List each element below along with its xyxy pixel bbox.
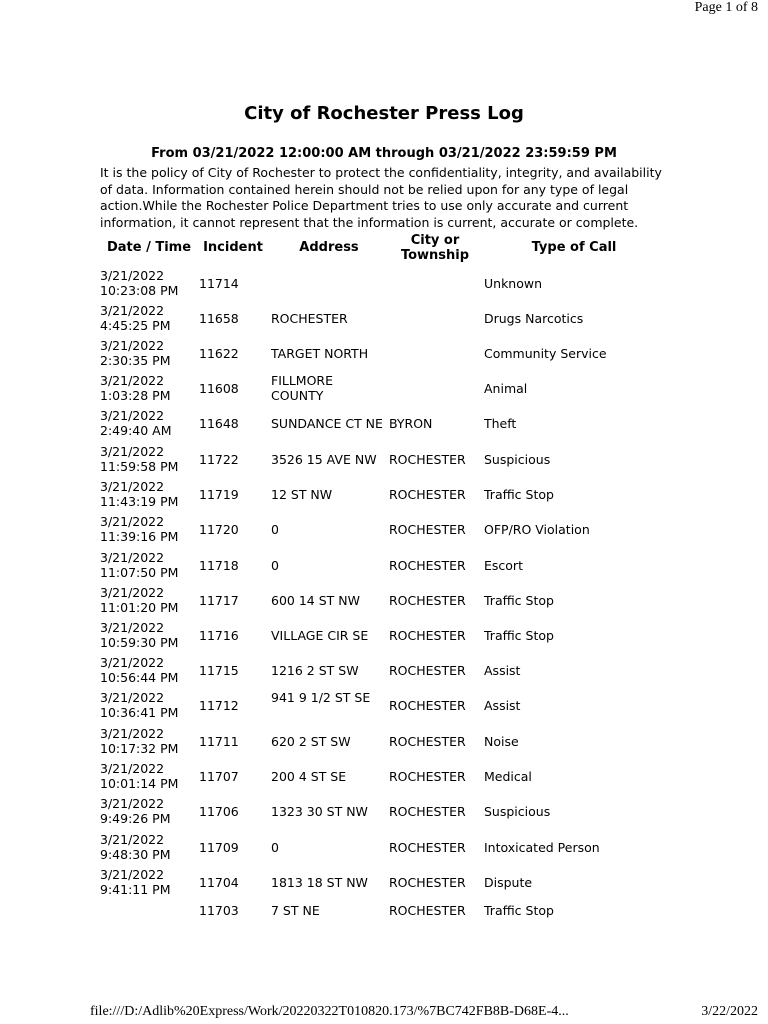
row-incident: 11703	[199, 903, 239, 918]
row-address: 12 ST NW	[271, 487, 333, 502]
row-time: 4:45:25 PM	[100, 318, 171, 333]
row-date: 3/21/2022	[100, 655, 165, 670]
row-incident: 11712	[199, 698, 239, 713]
row-incident: 11709	[199, 840, 239, 855]
row-address: 0	[271, 558, 279, 573]
row-time: 10:36:41 PM	[100, 705, 179, 720]
row-date: 3/21/2022	[100, 550, 165, 565]
row-incident: 11648	[199, 416, 239, 431]
row-date-time	[100, 832, 198, 862]
row-date: 3/21/2022	[100, 796, 165, 811]
row-date-time	[100, 726, 198, 756]
row-time: 11:39:16 PM	[100, 529, 179, 544]
row-date-time	[100, 620, 198, 650]
row-date: 3/21/2022	[100, 408, 165, 423]
row-type-of-call: Traffic Stop	[484, 903, 554, 918]
row-city: ROCHESTER	[389, 663, 466, 678]
row-address: FILLMORE COUNTY	[271, 373, 334, 403]
row-incident: 11715	[199, 663, 239, 678]
row-date: 3/21/2022	[100, 761, 165, 776]
row-date: 3/21/2022	[100, 514, 165, 529]
row-incident: 11716	[199, 628, 239, 643]
date-range: From 03/21/2022 12:00:00 AM through 03/21/2022 23:59:59 PM	[151, 146, 617, 161]
row-time: 11:43:19 PM	[100, 494, 179, 509]
row-city: ROCHESTER	[389, 558, 466, 573]
page-number: Page 1 of 8	[694, 0, 758, 15]
row-date-time	[100, 690, 198, 720]
row-incident: 11717	[199, 593, 239, 608]
row-time: 10:56:44 PM	[100, 670, 179, 685]
row-time: 11:59:58 PM	[100, 459, 179, 474]
row-date: 3/21/2022	[100, 338, 165, 353]
header-address: Address	[299, 240, 359, 255]
row-time: 2:49:40 AM	[100, 423, 172, 438]
row-type-of-call: Intoxicated Person	[484, 840, 600, 855]
row-address: 600 14 ST NW	[271, 593, 360, 608]
disclaimer-text: It is the policy of City of Rochester to protect the confidentiality, integrity, and availability of data. Information contained herein should not be relied upon for any type of legal action.While the Rochester Police Department tries to use only accurate and current information, it cannot represent that the information is current, accurate or complete.	[100, 165, 662, 230]
row-date-time	[100, 796, 198, 826]
footer-date: 3/22/2022	[701, 1004, 758, 1019]
footer-file-path: file:///D:/Adlib%20Express/Work/20220322T010820.173/%7BC742FB8B-D68E-4...	[90, 1004, 569, 1019]
header-city-line2: Township	[400, 248, 470, 263]
row-address: 0	[271, 840, 279, 855]
page-title: City of Rochester Press Log	[244, 103, 524, 124]
row-type-of-call: Noise	[484, 734, 519, 749]
row-city: ROCHESTER	[389, 903, 466, 918]
row-type-of-call: Escort	[484, 558, 523, 573]
row-type-of-call: Suspicious	[484, 804, 551, 819]
row-date-time	[100, 338, 198, 368]
row-type-of-call: Suspicious	[484, 452, 551, 467]
row-incident: 11704	[199, 875, 239, 890]
row-type-of-call: Assist	[484, 698, 521, 713]
row-address: VILLAGE CIR SE	[271, 628, 369, 643]
row-date: 3/21/2022	[100, 479, 165, 494]
row-time: 11:07:50 PM	[100, 565, 179, 580]
row-type-of-call: Assist	[484, 663, 521, 678]
row-address: TARGET NORTH	[271, 346, 369, 361]
row-city: ROCHESTER	[389, 875, 466, 890]
row-date: 3/21/2022	[100, 585, 165, 600]
row-date: 3/21/2022	[100, 373, 165, 388]
row-type-of-call: Medical	[484, 769, 532, 784]
row-address: 7 ST NE	[271, 903, 320, 918]
row-incident: 11714	[199, 276, 239, 291]
row-incident: 11722	[199, 452, 239, 467]
row-city: ROCHESTER	[389, 522, 466, 537]
row-incident: 11608	[199, 381, 239, 396]
row-type-of-call: Traffic Stop	[484, 487, 554, 502]
row-type-of-call: Dispute	[484, 875, 533, 890]
row-incident: 11658	[199, 311, 239, 326]
row-date: 3/21/2022	[100, 726, 165, 741]
row-date: 3/21/2022	[100, 303, 165, 318]
row-date-time	[100, 585, 198, 615]
row-date: 3/21/2022	[100, 832, 165, 847]
row-date-time	[100, 268, 198, 298]
row-date-time	[100, 303, 198, 333]
header-incident: Incident	[203, 240, 263, 255]
row-time: 2:30:35 PM	[100, 353, 171, 368]
row-city: ROCHESTER	[389, 628, 466, 643]
row-address: ROCHESTER	[271, 311, 348, 326]
row-time: 9:48:30 PM	[100, 847, 171, 862]
row-date: 3/21/2022	[100, 867, 165, 882]
row-address: 3526 15 AVE NW	[271, 452, 377, 467]
row-address: 200 4 ST SE	[271, 769, 347, 784]
row-date-time	[100, 444, 198, 474]
row-incident: 11720	[199, 522, 239, 537]
row-incident: 11718	[199, 558, 239, 573]
row-time: 9:49:26 PM	[100, 811, 171, 826]
row-city: ROCHESTER	[389, 769, 466, 784]
row-city: ROCHESTER	[389, 698, 466, 713]
row-time: 10:01:14 PM	[100, 776, 179, 791]
row-date-time	[100, 373, 198, 403]
row-time: 9:41:11 PM	[100, 882, 171, 897]
row-city: BYRON	[389, 416, 433, 431]
row-date-time	[100, 655, 198, 685]
row-address: 0	[271, 522, 279, 537]
row-type-of-call: Traffic Stop	[484, 593, 554, 608]
row-date-time	[100, 408, 198, 438]
row-city: ROCHESTER	[389, 487, 466, 502]
row-city: ROCHESTER	[389, 840, 466, 855]
row-date: 3/21/2022	[100, 620, 165, 635]
row-date-time	[100, 867, 198, 897]
row-date-time	[100, 761, 198, 791]
row-date: 3/21/2022	[100, 690, 165, 705]
row-time: 10:59:30 PM	[100, 635, 179, 650]
row-city: ROCHESTER	[389, 734, 466, 749]
row-address: SUNDANCE CT NE	[271, 416, 383, 431]
row-incident: 11707	[199, 769, 239, 784]
row-address: 1216 2 ST SW	[271, 663, 359, 678]
header-type-of-call: Type of Call	[531, 240, 617, 255]
row-time: 10:17:32 PM	[100, 741, 179, 756]
header-city-line1: City or	[410, 233, 460, 248]
row-address: 1323 30 ST NW	[271, 804, 368, 819]
row-type-of-call: Drugs Narcotics	[484, 311, 584, 326]
row-time: 1:03:28 PM	[100, 388, 171, 403]
row-date-time	[100, 479, 198, 509]
row-city: ROCHESTER	[389, 593, 466, 608]
row-address: 620 2 ST SW	[271, 734, 351, 749]
row-type-of-call: OFP/RO Violation	[484, 522, 590, 537]
row-time: 10:23:08 PM	[100, 283, 179, 298]
row-type-of-call: Animal	[484, 381, 528, 396]
row-city: ROCHESTER	[389, 452, 466, 467]
row-incident: 11719	[199, 487, 239, 502]
row-date-time	[100, 550, 198, 580]
row-address: 941 9 1/2 ST SE	[271, 690, 371, 705]
row-type-of-call: Traffic Stop	[484, 628, 554, 643]
row-incident: 11711	[199, 734, 239, 749]
row-type-of-call: Community Service	[484, 346, 607, 361]
row-type-of-call: Theft	[484, 416, 517, 431]
row-incident: 11706	[199, 804, 239, 819]
row-address: 1813 18 ST NW	[271, 875, 368, 890]
header-date-time: Date / Time	[106, 240, 192, 255]
row-date: 3/21/2022	[100, 444, 165, 459]
header-city	[389, 233, 481, 263]
row-type-of-call: Unknown	[484, 276, 543, 291]
row-incident: 11622	[199, 346, 239, 361]
row-time: 11:01:20 PM	[100, 600, 179, 615]
row-city: ROCHESTER	[389, 804, 466, 819]
row-date: 3/21/2022	[100, 268, 165, 283]
row-date-time	[100, 514, 198, 544]
